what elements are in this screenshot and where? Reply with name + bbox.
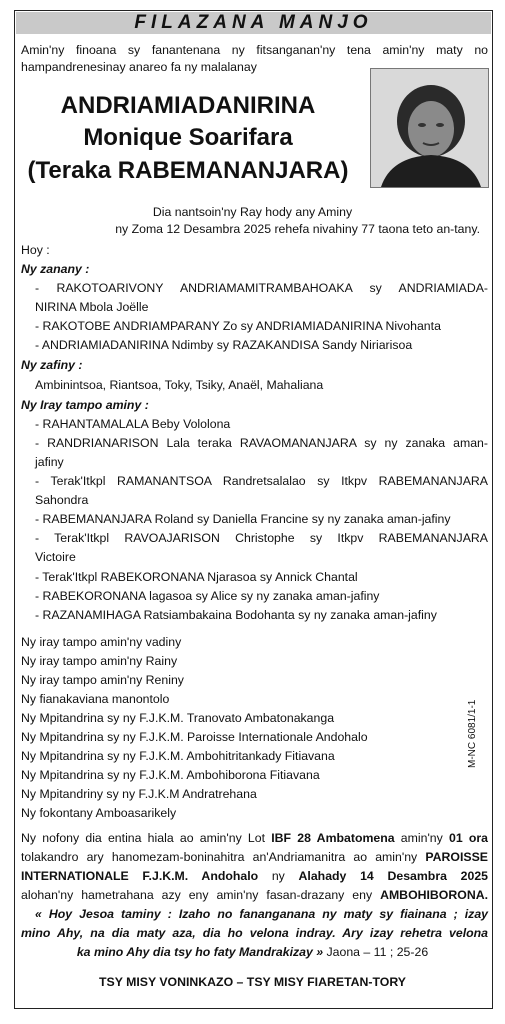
siblings-heading: Ny Iray tampo aminy : (21, 398, 149, 412)
verse-line-1: « Hoy Jesoa taminy : Izaho no fananganana ny maty sy fiainana ; izay (35, 907, 488, 921)
child-line-2: NIRINA Mbola Joëlle (35, 300, 149, 314)
verse-line-2: mino Ahy, na dia maty aza, dia ho velona indray. Ary izay rehetra velona (21, 926, 488, 940)
portrait-icon (371, 69, 488, 187)
sibling-line-6: - RABEMANANJARA Roland sy Daniella Francine sy ny zanaka aman-jafiny (35, 512, 451, 526)
funeral-line-3: INTERNATIONALE F.J.K.M. Andohalo ny Alahady 14 Desambra 2025 (21, 869, 488, 883)
death-notice-line-2: ny Zoma 12 Desambra 2025 rehefa nivahiny 77 taona teto an-tany. (115, 222, 480, 236)
children-heading: Ny zanany : (21, 262, 90, 276)
sibling-line-8: Victoire (35, 550, 76, 564)
other-line-2: Ny iray tampo amin'ny Rainy (21, 654, 178, 668)
grandchildren-list: Ambinintsoa, Riantsoa, Toky, Tsiky, Anaël, Mahaliana (35, 378, 324, 392)
other-line-1: Ny iray tampo amin'ny vadiny (21, 635, 182, 649)
other-line-7: Ny Mpitandrina sy ny F.J.K.M. Ambohitritankady Fitiavana (21, 749, 335, 763)
other-line-5: Ny Mpitandrina sy ny F.J.K.M. Tranovato Ambatonakanga (21, 711, 335, 725)
child-line-3: - RAKOTOBE ANDRIAMPARANY Zo sy ANDRIAMIADANIRINA Nivohanta (35, 319, 441, 333)
funeral-line-4: alohan'ny hametrahana azy eny amin'ny fasan-drazany eny AMBOHIBORONA. (21, 888, 488, 902)
grandchildren-heading: Ny zafiny : (21, 358, 83, 372)
closing-line: TSY MISY VONINKAZO – TSY MISY FIARETAN-TORY (98, 975, 406, 989)
sibling-line-1: - RAHANTAMALALA Beby Vololona (35, 417, 231, 431)
hoy-label: Hoy : (21, 243, 50, 257)
sibling-line-5: Sahondra (35, 493, 89, 507)
sibling-line-4: - Terak'Itkpl RAMANANTSOA Randretsalalao sy Itkpv RABEMANANJARA (35, 474, 488, 488)
other-line-3: Ny iray tampo amin'ny Reniny (21, 673, 184, 687)
death-notice-line-1: Dia nantsoin'ny Ray hody any Aminy (152, 205, 353, 219)
portrait-photo (370, 68, 489, 188)
other-line-6: Ny Mpitandrina sy ny F.J.K.M. Paroisse Internationale Andohalo (21, 730, 368, 744)
intro-line-2: hampandrenesinay anareo fa ny malalanay (21, 60, 257, 74)
funeral-line-1: Ny nofony dia entina hiala ao amin'ny Lot IBF 28 Ambatomena amin'ny 01 ora (21, 831, 489, 845)
sibling-line-11: - RAZANAMIHAGA Ratsiambakaina Bodohanta sy ny zanaka aman-jafiny (35, 608, 437, 622)
deceased-given-names: Monique Soarifara (83, 124, 293, 151)
sibling-line-2: - RANDRIANARISON Lala teraka RAVAOMANANJARA sy ny zanaka aman- (35, 436, 488, 450)
child-line-4: - ANDRIAMIADANIRINA Ndimby sy RAZAKANDISA Sandy Niriarisoa (35, 338, 413, 352)
sibling-line-9: - Terak'Itkpl RABEKORONANA Njarasoa sy Annick Chantal (35, 570, 358, 584)
other-line-4: Ny fianakaviana manontolo (21, 692, 170, 706)
deceased-surname: ANDRIAMIADANIRINA (60, 92, 316, 119)
notice-header: FILAZANA MANJO (16, 12, 491, 34)
child-line-1: - RAKOTOARIVONY ANDRIAMAMITRAMBAHOAKA sy ANDRIAMIADA- (35, 281, 488, 295)
other-line-10: Ny fokontany Amboasarikely (21, 806, 177, 820)
verse-line-3: ka mino Ahy dia tsy ho faty Mandrakizay » Jaona – 11 ; 25-26 (76, 945, 429, 959)
sibling-line-3: jafiny (35, 455, 64, 469)
sibling-line-7: - Terak'Itkpl RAVOAJARISON Christophe sy Itkpv RABEMANANJARA (35, 531, 488, 545)
deceased-birth-name: (Teraka RABEMANANJARA) (27, 157, 349, 184)
other-line-9: Ny Mpitandriny sy ny F.J.K.M Andratrehana (21, 787, 257, 801)
other-line-8: Ny Mpitandrina sy ny F.J.K.M. Ambohiborona Fitiavana (21, 768, 320, 782)
funeral-line-2: tolakandro ary hanomezam-boninahitra an'Andriamanitra ao amin'ny PAROISSE (21, 850, 488, 864)
intro-line-1: Amin'ny finoana sy fanantenana ny fitsanganan'ny tena amin'ny maty no (21, 43, 488, 57)
reference-code: M-NC 6081/1-1 (467, 699, 478, 768)
sibling-line-10: - RABEKORONANA lagasoa sy Alice sy ny zanaka aman-jafiny (35, 589, 380, 603)
